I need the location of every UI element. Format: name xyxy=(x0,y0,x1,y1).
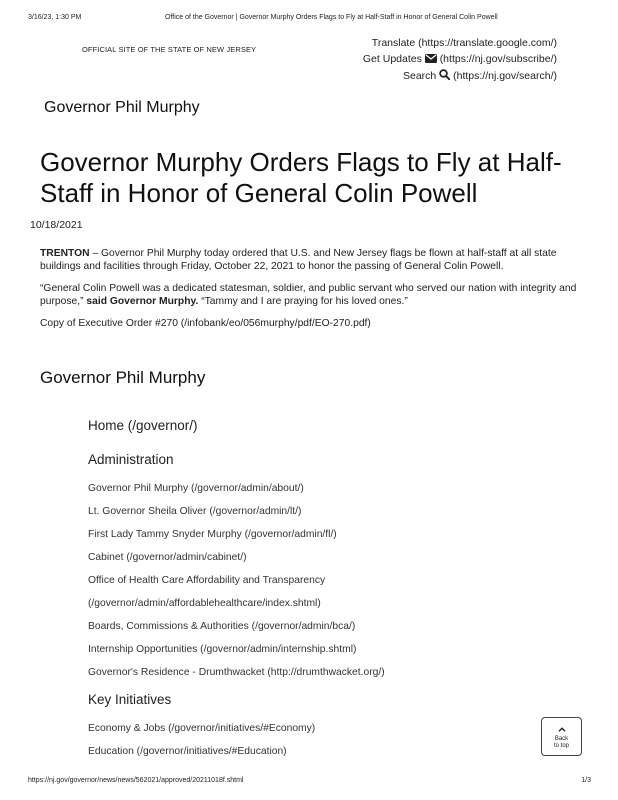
get-updates-link[interactable] xyxy=(363,53,557,66)
chevron-up-icon xyxy=(542,727,581,735)
article-headline: Governor Murphy Orders Flags to Fly at Half-Staff in Honor of General Colin Powell xyxy=(40,147,562,208)
paragraph-1-text: – Governor Phil Murphy today ordered that U.S. and New Jersey flags be flown at half-staff at all state buildings and facilities through Friday, October 22, 2021 to honor the passing of General Colin Powell. xyxy=(40,248,557,272)
nav-link-residence[interactable]: Governor's Residence - Drumthwacket (http://drumthwacket.org/) xyxy=(88,667,385,678)
search-link[interactable] xyxy=(403,69,557,83)
nav-link-economy[interactable]: Economy & Jobs (/governor/initiatives/#Economy) xyxy=(88,723,316,734)
get-updates-label: Get Updates xyxy=(362,53,422,65)
nav-link-boards[interactable]: Boards, Commissions & Authorities (/governor/admin/bca/) xyxy=(88,621,356,632)
nav-link-lt-governor[interactable]: Lt. Governor Sheila Oliver (/governor/admin/lt/) xyxy=(88,506,302,517)
nav-link-internships[interactable]: Internship Opportunities (/governor/admin/internship.shtml) xyxy=(88,644,357,655)
nav-home-link[interactable]: Home (/governor/) xyxy=(88,418,198,433)
nav-administration-heading: Administration xyxy=(88,452,174,467)
print-footer-url: https://nj.gov/governor/news/news/562021/approved/20211018f.shtml xyxy=(28,777,244,784)
nav-link-governor[interactable]: Governor Phil Murphy (/governor/admin/about/) xyxy=(88,483,304,494)
nav-link-education[interactable]: Education (/governor/initiatives/#Education) xyxy=(88,746,287,757)
quote-continuation: “Tammy and I are praying for his loved ones.” xyxy=(198,296,408,307)
dateline: TRENTON xyxy=(40,248,90,259)
envelope-icon xyxy=(425,54,437,66)
article-paragraph-2 xyxy=(40,282,580,308)
article-date: 10/18/2021 xyxy=(30,219,83,231)
translate-link[interactable]: Translate (https://translate.google.com/) xyxy=(371,37,557,49)
search-url: (https://nj.gov/search/) xyxy=(453,70,557,82)
nav-link-cabinet[interactable]: Cabinet (/governor/admin/cabinet/) xyxy=(88,552,247,563)
executive-order-link[interactable]: Copy of Executive Order #270 (/infobank/eo/056murphy/pdf/EO-270.pdf) xyxy=(40,318,371,329)
search-label: Search xyxy=(402,70,437,82)
official-site-label: OFFICIAL SITE OF THE STATE OF NEW JERSEY xyxy=(82,45,257,54)
print-datetime: 3/16/23, 1:30 PM xyxy=(28,14,82,21)
magnifier-icon xyxy=(439,69,450,83)
nav-key-initiatives-heading: Key Initiatives xyxy=(88,692,172,707)
print-page-title: Office of the Governor | Governor Murphy Orders Flags to Fly at Half-Staff in Honor of General Colin Powell xyxy=(165,14,498,21)
back-to-top-button[interactable] xyxy=(541,717,582,756)
quote-attribution: said Governor Murphy. xyxy=(83,296,199,307)
get-updates-url: (https://nj.gov/subscribe/) xyxy=(439,53,557,65)
nav-link-first-lady[interactable]: First Lady Tammy Snyder Murphy (/governor/admin/fl/) xyxy=(88,529,337,540)
print-page-number: 1/3 xyxy=(581,777,591,784)
site-brand[interactable]: Governor Phil Murphy xyxy=(44,99,200,116)
nav-link-health-care-url[interactable]: (/governor/admin/affordablehealthcare/index.shtml) xyxy=(88,598,321,609)
governor-quote: “General Colin Powell was a dedicated statesman, soldier, and public servant who served our nation with integrity and purpose,” xyxy=(40,283,577,307)
footer-nav-title: Governor Phil Murphy xyxy=(40,368,206,387)
article-paragraph-1 xyxy=(40,247,580,273)
nav-link-health-care[interactable]: Office of Health Care Affordability and Transparency xyxy=(88,575,326,586)
back-to-top-line-2: to top xyxy=(553,743,569,749)
back-to-top-line-1: Back xyxy=(554,736,569,742)
